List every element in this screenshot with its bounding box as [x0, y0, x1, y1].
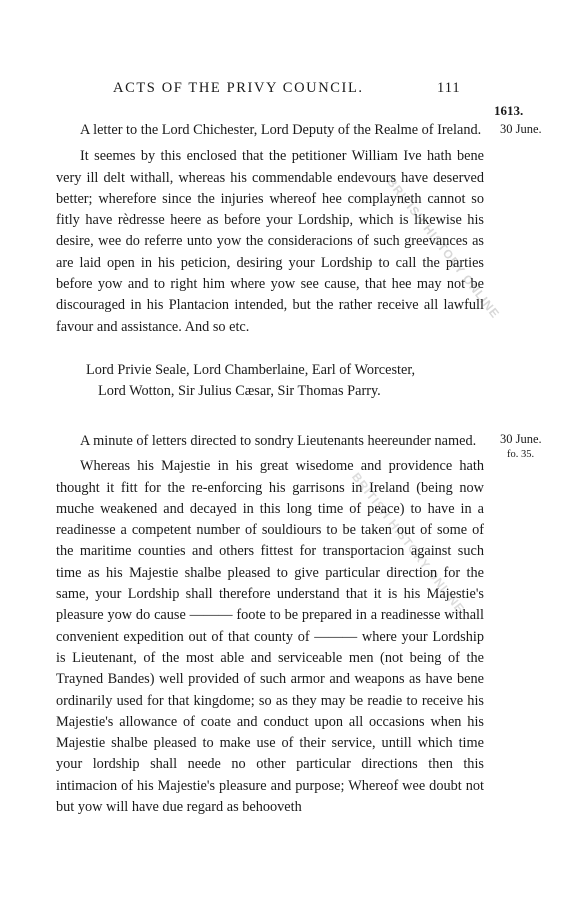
watermark-text: BRITISH HISTORY ONLINE [348, 470, 468, 617]
margin-year: 1613. [494, 103, 524, 118]
running-head-title: ACTS OF THE PRIVY COUNCIL. [113, 80, 364, 96]
entry-body: Whereas his Majestie in his great wisedome and providence hath thought it fitt for the re-enforcing his garrisons in Ireland (being now muche weakened and decayed in this long time of peace) to have in a readinesse a competent number of souldiours to be taken out of some of the maritime counties and others fittest for transportacion against such time as his Majestie shalbe pleased to give particular direction for the same, your Lordship shall therefore understand that it is his Majestie's pleasure yow do cause ——— foote to be prepared in a readinesse withall convenient expedition out of that county of ——— where your Lordship is Lieutenant, of the most able and serviceable men (not being of the Trayned Bandes) well provided of such armor and weapons as have bene ordinarily used for that kingdome; so as they may be readie to receive his Majestie's allowance of coate and conduct upon all occasions when his Majestie shalbe pleased to make use of their service, untill which time your lordship shall neede no other particular directions then this intimacion of his Majestie's pleasure and purpose; Whereof wee doubt not but yow will have due regard as behooveth [56, 458, 484, 816]
entry-letter-chichester [56, 120, 484, 338]
signatories [86, 360, 486, 403]
watermark-text: BRITISH HISTORY ONLINE [383, 175, 503, 322]
entry-heading: A minute of letters directed to sondry Lieutenants heereunder named. [80, 433, 477, 449]
margin-date-note [500, 121, 542, 137]
margin-date: 30 June. [500, 122, 542, 136]
margin-date: 30 June. [500, 432, 542, 446]
signatories-line: Lord Wotton, Sir Julius Cæsar, Sir Thomas Parry. [98, 383, 381, 400]
running-head [0, 80, 567, 100]
folio-reference: fo. 35. [507, 449, 535, 460]
entry-minute-lieutenants [56, 431, 484, 818]
margin-date-note [500, 431, 542, 463]
entry-body: It seemes by this enclosed that the petitioner William Ive hath bene very ill delt withall, whereas his commendable endevours have deserved better; wherefore since the injuries whereof hee complayneth cannot so fitly have rèdresse heere as before your Lordship, which is likewise his desire, wee do referre unto yow the consideracions of such greevances as are laid open in his peticion, desiring your Lordship to call the parties before yow and to right him where yow see cause, that hee may not be discouraged in his Plantacion intended, but the rather receive all lawfull favour and assistance. And so etc. [56, 148, 484, 335]
page-number: 111 [437, 80, 461, 96]
signatories-line: Lord Privie Seale, Lord Chamberlaine, Earl of Worcester, [86, 362, 416, 378]
entry-heading: A letter to the Lord Chichester, Lord Deputy of the Realme of Ireland. [80, 122, 482, 138]
